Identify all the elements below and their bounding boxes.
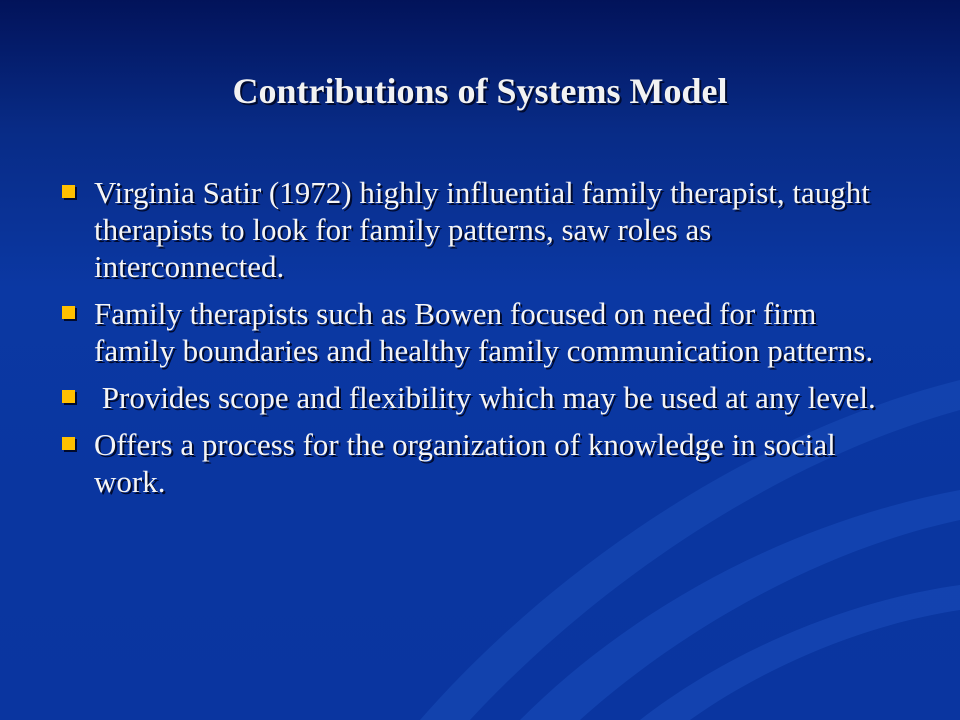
square-bullet-icon — [62, 437, 75, 450]
bullet-text: Offers a process for the organization of knowledge in social work. — [94, 427, 836, 499]
list-item — [60, 426, 880, 500]
square-bullet-icon — [62, 185, 75, 198]
square-bullet-icon — [62, 390, 75, 403]
list-item — [60, 379, 880, 416]
slide-title: Contributions of Systems Model — [232, 71, 728, 111]
list-item — [60, 295, 880, 369]
bullet-text: Family therapists such as Bowen focused on need for firm family boundaries and healthy family communication patterns. — [94, 296, 874, 368]
bullet-text: Provides scope and flexibility which may be used at any level. — [94, 380, 876, 415]
bullet-text: Virginia Satir (1972) highly influential family therapist, taught therapists to look for family patterns, saw roles as interconnected. — [94, 175, 870, 284]
list-item — [60, 174, 880, 285]
square-bullet-icon — [62, 306, 75, 319]
bullet-list — [60, 174, 880, 510]
